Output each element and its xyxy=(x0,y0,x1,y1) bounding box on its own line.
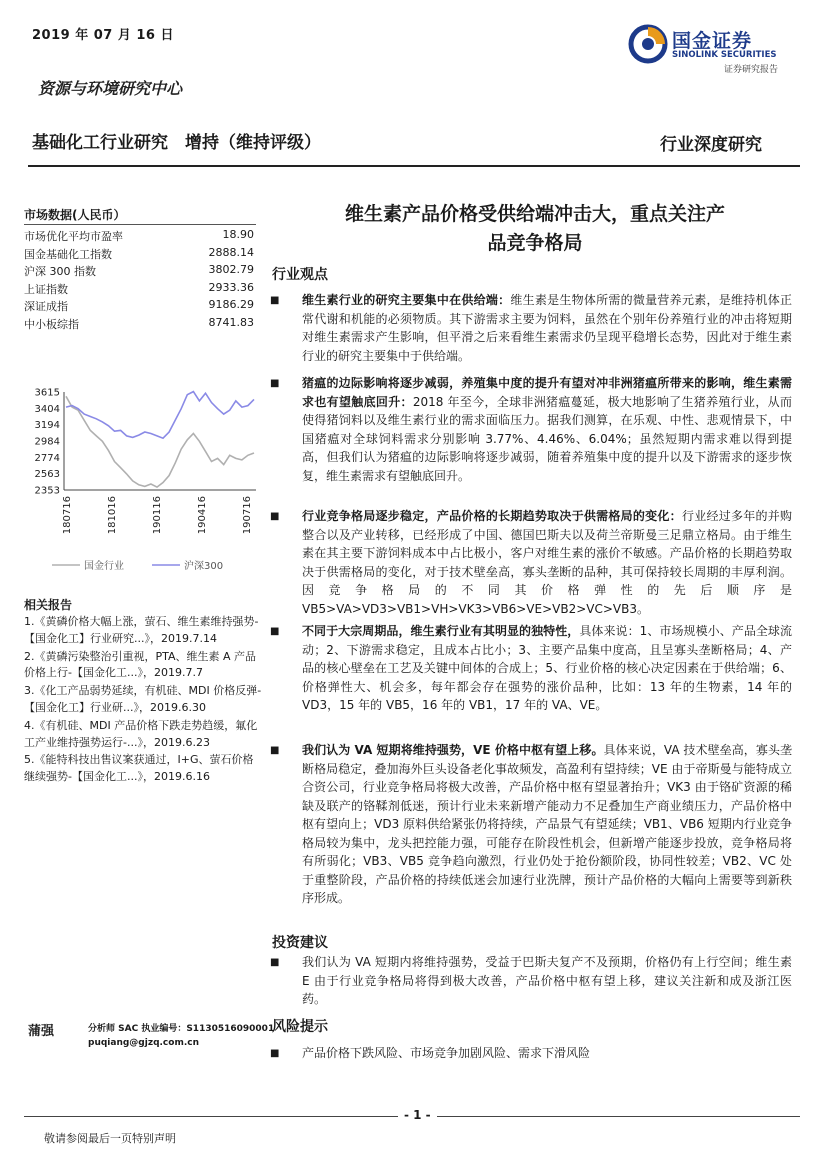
report-title-line2: 品竞争格局 xyxy=(487,232,583,254)
y-tick-label: 2353 xyxy=(34,485,60,497)
bullet-icon: ■ xyxy=(270,1048,280,1059)
view-point-2-bold: 猪瘟的边际影响将逐步减弱，养殖集中度的提升有望对冲非洲猪瘟所带来的影响，维生素需求也有望触底回升： xyxy=(302,376,792,409)
view-point-5 xyxy=(272,741,792,908)
legend-label: 沪深300 xyxy=(184,561,224,572)
market-value: 9186.29 xyxy=(208,298,254,312)
market-label: 上证指数 xyxy=(24,282,68,296)
related-report-item[interactable]: 3.《化工产品弱势延续，有机硅、MDI 价格反弹-【国金化工】行业研...》，2019.6.30 xyxy=(24,684,262,714)
y-tick-label: 3615 xyxy=(34,387,60,399)
bullet-icon: ■ xyxy=(270,378,280,389)
legend-label: 国金行业 xyxy=(84,561,124,572)
section-view-heading: 行业观点 xyxy=(272,267,328,283)
related-reports-title: 相关报告 xyxy=(24,598,73,612)
market-label: 沪深 300 指数 xyxy=(24,265,96,279)
header-divider xyxy=(28,165,800,167)
author-name: 蒲强 xyxy=(28,1024,55,1039)
market-divider xyxy=(24,224,256,225)
invest-advice-text: 我们认为 VA 短期内将维持强势，受益于巴斯夫复产不及预期，价格仍有上行空间；维生素 E 由于行业竞争格局将得到极大改善，产品价格中枢有望上移，建议关注新和成及浙江医药。 xyxy=(302,955,792,1006)
market-value: 2888.14 xyxy=(208,245,254,259)
x-tick-label: 180716 xyxy=(62,496,73,535)
view-point-1-text: 维生素是生物体所需的微量营养元素，是维持机体正常代谢和机能的必须物质。其下游需求主要为饲料，虽然在个别年份养殖行业的冲击将短期对维生素需求产生影响，但平滑之后来看维生素需求仍呈现平稳增长态势，因此对于维生素行业的研究主要集中于供给端。 xyxy=(302,293,792,363)
index-chart-svg xyxy=(24,380,260,580)
view-point-3-text: 行业经过多年的并购整合以及产业转移，已经形成了中国、德国巴斯夫以及荷兰帝斯曼三足鼎立格局。由于维生素在其主要下游饲料成本中占比极小，客户对维生素的涨价不敏感。产品价格的长期趋势取决于供需格局的变化，对于技术壁垒高，寡头垄断的品种，其可保持较长周期的丰厚利润。因竞争格局的不同其价格弹性的先后顺序是 VB5>VA>VD3>VB1>VH>VK3>VB6>VE>VB2>VC>VB3。 xyxy=(302,509,792,616)
view-point-5-text: 具体来说，VA 技术壁垒高，寡头垄断格局稳定，叠加海外巨头设备老化事故频发，高盈利有望持续；VE 由于帝斯曼与能特成立合资公司，行业竞争格局将极大改善，产品价格中枢有望显著抬升；VK3 由于铬矿资源的稀缺及联产的铬鞣剂低迷，预计行业未来新增产能动力不足叠加生产商业绩压力，产品价格中枢有望向上；VD3 原料供给紧张仍将持续，产品景气有望延续；VB1、VB6 短期内行业竞争格局较为集中，龙头把控能力强，可能存在阶段性机会，但新增产能逐步投放，竞争格局将有所弱化；VB3、VB5 竞争趋向激烈，行业仍处于抢份额阶段，协同性较差；VB2、VC 处于重整阶段，产品价格的持续低迷会加速行业洗牌，预计产品价格的大幅向上需要等到新秩序形成。 xyxy=(302,743,793,905)
logo-subtitle: 证券研究报告 xyxy=(724,65,779,75)
related-report-item[interactable]: 4.《有机硅、MDI 产品价格下跌走势趋缓，氟化工产业维持强势运行-...》，2019.6.23 xyxy=(24,718,258,749)
view-point-5-bold: 我们认为 VA 短期将维持强势，VE 价格中枢有望上移。 xyxy=(302,743,604,757)
view-point-2 xyxy=(272,374,792,485)
related-report-item[interactable]: 1.《黄磷价格大幅上涨，萤石、维生素维持强势-【国金化工】行业研究...》，2019.7.14 xyxy=(24,615,259,645)
section-risk-heading: 风险提示 xyxy=(272,1019,328,1035)
market-value: 8741.83 xyxy=(208,316,254,329)
x-tick-label: 190116 xyxy=(152,496,163,535)
bullet-icon: ■ xyxy=(270,295,280,306)
risk-list xyxy=(272,1044,792,1063)
author-cert: 分析师 SAC 执业编号：S1130516090001 xyxy=(88,1024,275,1034)
research-center: 资源与环境研究中心 xyxy=(38,79,183,98)
series-line-industry xyxy=(66,396,254,487)
view-point-2-text: 2018 年至今，全球非洲猪瘟蔓延，极大地影响了生猪养殖行业，从而使得猪饲料以及维生素行业的需求面临压力。据我们测算，在乐观、中性、悲观情景下，中国猪瘟对全球饲料需求分别影响 3.77%、4.46%、6.04%；虽然短期内需求难以得到提高，但我们认为猪瘟的边际影响将逐步减弱，随着养殖集中度的提升以及下游需求的逐步恢复，维生素需求有望触底回升。 xyxy=(302,394,792,483)
y-tick-label: 2984 xyxy=(34,436,60,448)
view-point-1 xyxy=(272,291,792,365)
index-chart xyxy=(24,380,260,580)
market-row xyxy=(24,246,254,264)
view-point-4-text: 具体来说：1、市场规模小、产品全球流动；2、下游需求稳定，且成本占比小；3、主要产品集中度高，且呈寡头垄断格局；4、产品的核心壁垒在工艺及关键中间体的合成上；5、行业价格的核心决定因素在于供给端；6、价格弹性大、机会多，每年都会存在强势的涨价品种，比如：13 年的生物素，14 年的 VD3，15 年的 VB5，16 年的 VB1，17 年的 VA、VE。 xyxy=(302,624,792,712)
y-tick-label: 3404 xyxy=(34,403,60,415)
view-point-4 xyxy=(272,622,792,715)
related-report-item[interactable]: 2.《黄磷污染整治引重视，PTA、维生素 A 产品价格上行-【国金化工...》，2019.7.7 xyxy=(24,649,257,680)
market-label: 国金基础化工指数 xyxy=(24,247,112,261)
market-row xyxy=(24,281,254,299)
market-label: 深证成指 xyxy=(24,300,68,314)
market-value: 3802.79 xyxy=(208,263,254,277)
bullet-icon: ■ xyxy=(270,626,280,637)
market-row xyxy=(24,298,254,316)
logo-en-text: SINOLINK SECURITIES xyxy=(672,50,777,60)
x-tick-label: 190716 xyxy=(242,496,253,535)
view-point-4-bold: 不同于大宗周期品，维生素行业有其明显的独特性， xyxy=(302,624,580,638)
bullet-icon: ■ xyxy=(270,957,280,968)
view-point-3 xyxy=(272,507,792,618)
page-number: - 1 - xyxy=(398,1108,437,1122)
logo-mark-icon xyxy=(628,24,668,64)
view-point-1-bold: 维生素行业的研究主要集中在供给端： xyxy=(302,293,511,307)
logo-cn-text: 国金证券 xyxy=(672,30,753,52)
author-email[interactable]: puqiang@gjzq.com.cn xyxy=(88,1038,199,1048)
y-tick-label: 3194 xyxy=(34,420,60,432)
report-title xyxy=(272,200,798,258)
y-tick-label: 2774 xyxy=(34,452,60,464)
risk-text: 产品价格下跌风险、市场竞争加剧风险、需求下滑风险 xyxy=(302,1046,591,1060)
invest-advice xyxy=(272,953,792,1009)
bullet-icon: ■ xyxy=(270,511,280,522)
x-tick-label: 190416 xyxy=(197,496,208,535)
market-value: 2933.36 xyxy=(208,280,254,294)
market-row xyxy=(24,316,254,334)
section-invest-heading: 投资建议 xyxy=(272,935,328,951)
x-tick-label: 181016 xyxy=(107,496,118,535)
disclaimer: 敬请参阅最后一页特别声明 xyxy=(44,1132,176,1145)
market-label: 中小板综指 xyxy=(24,318,79,331)
industry-title: 基础化工行业研究 增持（维持评级） xyxy=(32,133,321,153)
market-label: 市场优化平均市盈率 xyxy=(24,230,123,243)
market-row xyxy=(24,228,254,246)
report-type: 行业深度研究 xyxy=(660,135,762,155)
related-report-item[interactable]: 5.《能特科技出售议案获通过，I+G、萤石价格继续强势-【国金化工...》，2019.6.16 xyxy=(24,753,254,784)
market-data-title: 市场数据(人民币） xyxy=(24,208,126,222)
series-line-hs300 xyxy=(66,392,254,439)
market-row xyxy=(24,263,254,281)
bullet-icon: ■ xyxy=(270,745,280,756)
author-info xyxy=(88,1022,274,1050)
report-date: 2019 年 07 月 16 日 xyxy=(32,28,174,43)
y-tick-label: 2563 xyxy=(34,469,60,481)
related-reports-list xyxy=(24,614,262,787)
market-value: 18.90 xyxy=(222,228,254,241)
view-point-3-bold: 行业竞争格局逐步稳定，产品价格的长期趋势取决于供需格局的变化： xyxy=(302,509,682,523)
report-title-line1: 维生素产品价格受供给端冲击大，重点关注产 xyxy=(344,203,725,225)
